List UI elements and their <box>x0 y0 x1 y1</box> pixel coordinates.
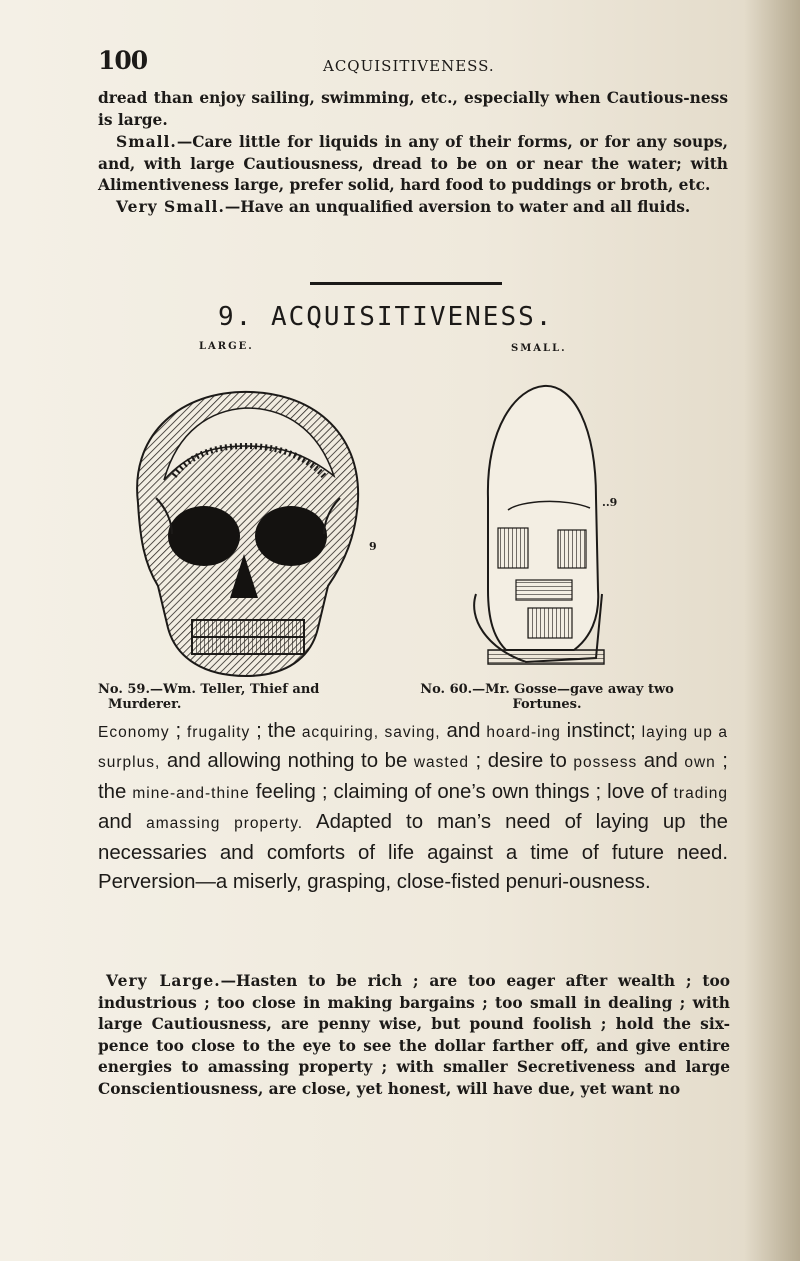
definition-paragraph <box>98 717 728 897</box>
phrenology-figure <box>96 358 656 680</box>
term-acquiring: acquiring, saving, <box>301 724 441 741</box>
term-laying-up: laying up a surplus, <box>98 724 729 772</box>
skull-illustration <box>137 392 358 676</box>
head-illustration <box>474 386 604 664</box>
figure-title: 9. ACQUISITIVENESS. <box>218 302 554 332</box>
running-head: ACQUISITIVENESS. <box>323 57 495 75</box>
term-economy: Economy <box>98 724 170 741</box>
caption-left-line-2: Murderer. <box>108 697 182 712</box>
label-small: SMALL. <box>511 343 567 354</box>
body-text-1: ; <box>169 720 187 742</box>
very-large-paragraph <box>98 970 730 1100</box>
very-small-text: —Have an unqualified aversion to water and all fluids. <box>224 198 691 216</box>
body-text-10: and <box>98 811 147 834</box>
caption-right-line-2: Fortunes. <box>512 697 582 712</box>
small-text: —Care little for liquids in any of their forms, or for any soups, and, with large Cautiousness, dread to be on or near the water; with Alimentiveness large, prefer solid, hard food to puddings or broth, etc. <box>98 133 728 194</box>
caption-right <box>382 682 712 712</box>
body-text-9: feeling ; claiming of one’s own things ; love of <box>249 780 674 803</box>
body-text-6: ; desire to <box>468 750 574 773</box>
body-text-3: and <box>440 720 487 742</box>
term-frugality: frugality <box>186 724 251 741</box>
term-trading: trading <box>673 784 729 802</box>
very-small-lead: Very Small. <box>116 197 225 216</box>
body-text-8: ; the <box>98 750 728 803</box>
term-possess: possess <box>573 754 638 772</box>
term-wasted: wasted <box>413 754 469 772</box>
term-amassing: amassing property. <box>146 815 304 833</box>
very-large-text: —Hasten to be rich ; are too eager after wealth ; too industrious ; too close in making bargains ; too small in dealing ; with large Cautiousness, are penny wise, but pound foolish ; hold the six-pence too close to the eye to see the dollar farther off, and give entire energies to amassing property ; with smaller Secretiveness and large Conscientiousness, are close, yet honest, will have due, yet want no <box>98 972 730 1098</box>
very-large-lead: Very Large. <box>106 971 221 990</box>
caption-right-line-1: No. 60.—Mr. Gosse—gave away two <box>420 682 674 697</box>
body-text-7: and <box>637 750 685 773</box>
term-own: own <box>684 754 716 772</box>
body-text-11: Adapted to man’s need of laying up the necessaries and comforts of life against a time of future need. Perversion—a miserly, grasping, close-fisted penuri-ousness. <box>98 811 728 894</box>
section-rule <box>310 282 502 285</box>
caption-left-line-1: No. 59.—Wm. Teller, Thief and <box>98 682 320 697</box>
page-number: 100 <box>98 46 148 75</box>
small-lead: Small. <box>116 132 177 151</box>
term-hoarding: hoard-ing <box>486 724 561 741</box>
body-text-2: ; the <box>250 720 302 742</box>
intro-paragraph-small <box>98 131 728 197</box>
marker-left: 9 <box>369 540 377 553</box>
caption-left <box>98 682 358 712</box>
intro-paragraph-1: dread than enjoy sailing, swimming, etc., especially when Cautious-ness is large. <box>98 89 728 129</box>
intro-paragraph-very-small <box>98 196 728 219</box>
body-text-5: and allowing nothing to be <box>160 750 414 773</box>
marker-right: ..9 <box>602 496 618 509</box>
page-header <box>98 46 698 86</box>
label-large: LARGE. <box>199 341 254 352</box>
term-mine-and-thine: mine-and-thine <box>132 784 250 802</box>
body-text-4: instinct; <box>560 720 642 742</box>
